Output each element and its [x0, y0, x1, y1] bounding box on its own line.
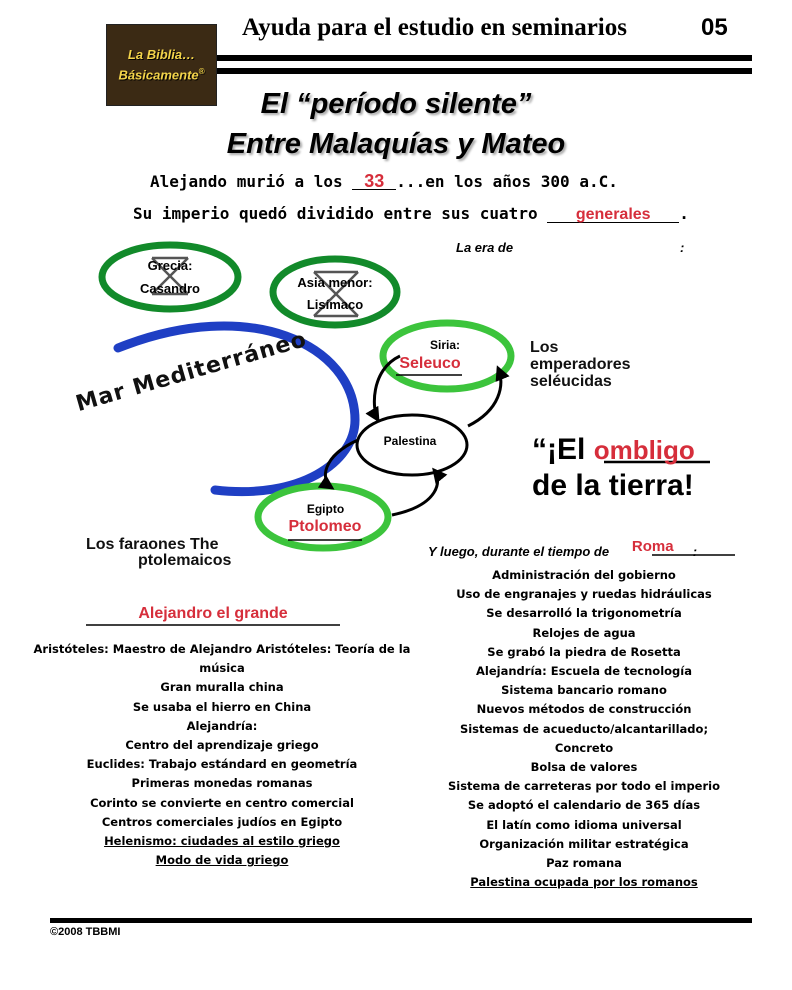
rome-intro: Y luego, durante el tiempo de Roma :	[428, 538, 698, 559]
list-item: Nuevos métodos de construcción	[476, 702, 692, 717]
rome-answer: Roma	[631, 538, 674, 555]
sentence-death: Alejando murió a los 33 ...en los años 300 a.C.	[150, 171, 618, 191]
list-item: Alejandría:	[186, 718, 258, 733]
list-item: Corinto se convierte en centro comercial	[90, 795, 354, 810]
copyright: ©2008 TBBMI	[50, 926, 121, 938]
slide-title-line-1: El “período silente”	[260, 88, 532, 120]
header-title: Ayuda para el estudio en seminarios	[242, 14, 627, 41]
list-item: Sistema bancario romano	[501, 683, 667, 698]
list-item: Sistema de carreteras por todo el imperio	[447, 779, 720, 794]
list-item: Uso de engranajes y ruedas hidráulicas	[456, 587, 712, 602]
era-colon: :	[680, 240, 685, 255]
logo-line-2: Básicamente®	[118, 67, 205, 83]
list-item: Se usaba el hierro en China	[132, 699, 312, 714]
list-item: Sistemas de acueducto/alcantarillado;	[459, 721, 709, 736]
list-item: música	[199, 661, 245, 676]
asia-label: Asia menor:	[297, 275, 373, 290]
palestine-label: Palestina	[383, 434, 437, 448]
sentence-empire: Su imperio quedó dividido entre sus cuatro generales .	[133, 204, 689, 223]
list-item: Centros comerciales judíos en Egipto	[101, 814, 343, 829]
greece-ruler: Casandro	[140, 281, 200, 296]
navel-answer: ombligo	[593, 435, 695, 465]
list-item: Administración del gobierno	[492, 568, 676, 582]
syria-ruler-answer: Seleuco	[399, 355, 461, 372]
list-item: Alejandría: Escuela de tecnología	[476, 664, 692, 679]
egypt-ruler-answer: Ptolomeo	[288, 518, 362, 535]
list-item: Centro del aprendizaje griego	[125, 738, 319, 753]
list-item: Relojes de agua	[532, 625, 636, 640]
alexander-answer: Alejandro el grande	[138, 605, 288, 622]
pharaohs-line-1: Los faraones The	[86, 536, 219, 553]
page-number: 05	[701, 14, 728, 41]
asia-ruler: Lisímaco	[306, 297, 364, 312]
list-item: Euclides: Trabajo estándard en geometría	[86, 757, 358, 772]
list-item: Paz romana	[546, 856, 622, 871]
answer-generals: generales	[547, 208, 679, 223]
syria-label: Siria:	[429, 338, 460, 352]
list-item: Primeras monedas romanas	[131, 776, 313, 791]
left-list	[30, 640, 414, 870]
era-label: La era de	[456, 240, 514, 255]
arrow-egypt-palestine	[392, 470, 438, 515]
list-item: Se desarrolló la trigonometría	[486, 606, 682, 621]
pharaohs-line-2: ptolemaicos	[138, 552, 232, 569]
greece-label: Grecia:	[147, 258, 193, 273]
egypt-label: Egipto	[306, 502, 345, 516]
egypt-ring	[258, 486, 388, 548]
list-item: Modo de vida griego	[155, 853, 289, 868]
footer-rule	[50, 918, 752, 923]
list-item: Helenismo: ciudades al estilo griego	[104, 834, 340, 849]
logo-line-1: La Biblia…	[127, 47, 196, 63]
list-item: Gran muralla china	[160, 680, 284, 695]
answer-age: 33	[352, 173, 396, 190]
list-item: Concreto	[554, 740, 614, 755]
list-item: Bolsa de valores	[530, 760, 638, 775]
sea-label: Mar Mediterráneo	[73, 327, 310, 417]
list-item: Se adoptó el calendario de 365 días	[467, 798, 701, 813]
list-item: Aristóteles: Maestro de Alejandro Aristóteles: Teoría de la	[33, 642, 411, 656]
navel-of-earth: “¡El ombligo de la tierra!	[532, 433, 695, 502]
list-item: El latín como idioma universal	[486, 817, 682, 832]
list-item: Organización militar estratégica	[479, 836, 689, 851]
list-item: Se grabó la piedra de Rosetta	[487, 644, 681, 659]
right-list	[414, 566, 754, 892]
list-item: Palestina ocupada por los romanos	[470, 875, 698, 890]
seleucid-label: Los emperadores seléucidas	[530, 339, 631, 390]
slide-title-line-2: Entre Malaquías y Mateo	[226, 128, 566, 160]
